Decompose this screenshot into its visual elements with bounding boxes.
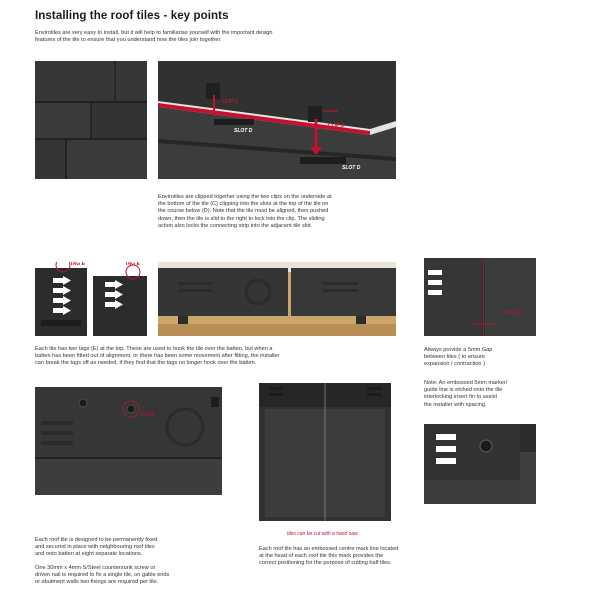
clip-slot-diagram: [158, 61, 396, 179]
slot-d-label: SLOT D: [342, 165, 361, 171]
caption-line: and secured in place with neighbouring roof tiles: [35, 544, 155, 551]
caption-line: Each roof tile has an embossed centre mark line located: [259, 546, 399, 552]
caption-line: Each tile has two tags (E) at the top. These are used to hook the tile over the batten, but when a: [35, 346, 273, 352]
roof-tiles-photo: [35, 61, 147, 179]
centre-mark-caption: [259, 546, 459, 568]
caption-line: driven nail is required to fix a single tile, on gable ends: [35, 572, 170, 579]
fixing-caption-screws: [35, 565, 235, 587]
tags-photo: [35, 262, 147, 336]
slot-d-label: SLOT D: [234, 128, 253, 134]
intro-line: Envirotiles are very easy to install, but it will help to familiarise yourself with the important design: [35, 30, 273, 36]
caption-line: or abutment walls two fixings are required per tile.: [35, 579, 159, 586]
fin-photo: [424, 424, 536, 504]
clip-c-label: CLIP C: [222, 99, 239, 105]
caption-line: Each roof tile is designed to be permanently fixed: [35, 537, 158, 543]
tags-caption: [35, 346, 415, 368]
caption-line: between tiles ( to ensure: [424, 354, 485, 361]
caption-line: Envirotiles are clipped together using the two clips on the underside at: [158, 194, 332, 200]
saw-label: tiles can be cut with a hand saw: [287, 531, 358, 537]
caption-line: Always provide a 5mm Gap: [424, 347, 493, 353]
page-title: Installing the roof tiles - key points: [35, 10, 229, 22]
tag-e-label: TAG E: [70, 262, 85, 267]
batten-photo: [158, 262, 396, 336]
caption-line: correct positioning for the purpose of cutting half tiles.: [259, 560, 392, 567]
fixing-label: Fixing: [141, 412, 155, 418]
caption-line: at the head of each roof tile this mark provides the: [259, 553, 384, 560]
caption-line: Note: An embossed 5mm marker/: [424, 380, 508, 386]
marker-caption: [424, 380, 564, 409]
caption-line: One 30mm x 4mm S/Steel countersunk screw or: [35, 565, 156, 571]
caption-line: guide line is etched onto the tile: [424, 387, 503, 394]
caption-line: and onto batten at eight separate locations.: [35, 551, 143, 558]
caption-line: action also locks the connecting strip into the adjacent tile slot.: [158, 222, 313, 229]
caption-line: down, then the tile is slid to the right to lock into the clip. The sliding: [158, 215, 325, 222]
tag-e-label: TAG E: [125, 262, 140, 267]
clip-c-label: CLIP C: [328, 123, 345, 129]
caption-line: interlocking insert fin to assist: [424, 394, 498, 401]
caption-line: batten has been fitted out of alignment, or there has been some movement after fitting, the installer: [35, 353, 280, 360]
caption-line: expansion / contraction ): [424, 361, 485, 368]
fixing-caption: [35, 537, 225, 559]
caption-line: the course below (D). Note that the tile must be aligned, then pushed: [158, 208, 329, 215]
intro-text: [35, 30, 335, 44]
gap-caption: [424, 347, 564, 369]
caption-line: the bottom of the tile (C) clipping into the slots at the top of the tile on: [158, 201, 329, 208]
gap-label: 5mm gap: [502, 310, 523, 316]
full-tile-photo: [259, 383, 391, 521]
fixing-photo: [35, 387, 222, 495]
clip-caption: [158, 194, 408, 230]
intro-line: features of the tile to ensure that you understand how the tiles join together.: [35, 37, 222, 44]
caption-line: the installer with spacing.: [424, 401, 487, 408]
gap-photo: [424, 258, 536, 336]
caption-line: can break the tags off as needed, if they find that the tags no longer hook over the batten.: [35, 360, 257, 367]
